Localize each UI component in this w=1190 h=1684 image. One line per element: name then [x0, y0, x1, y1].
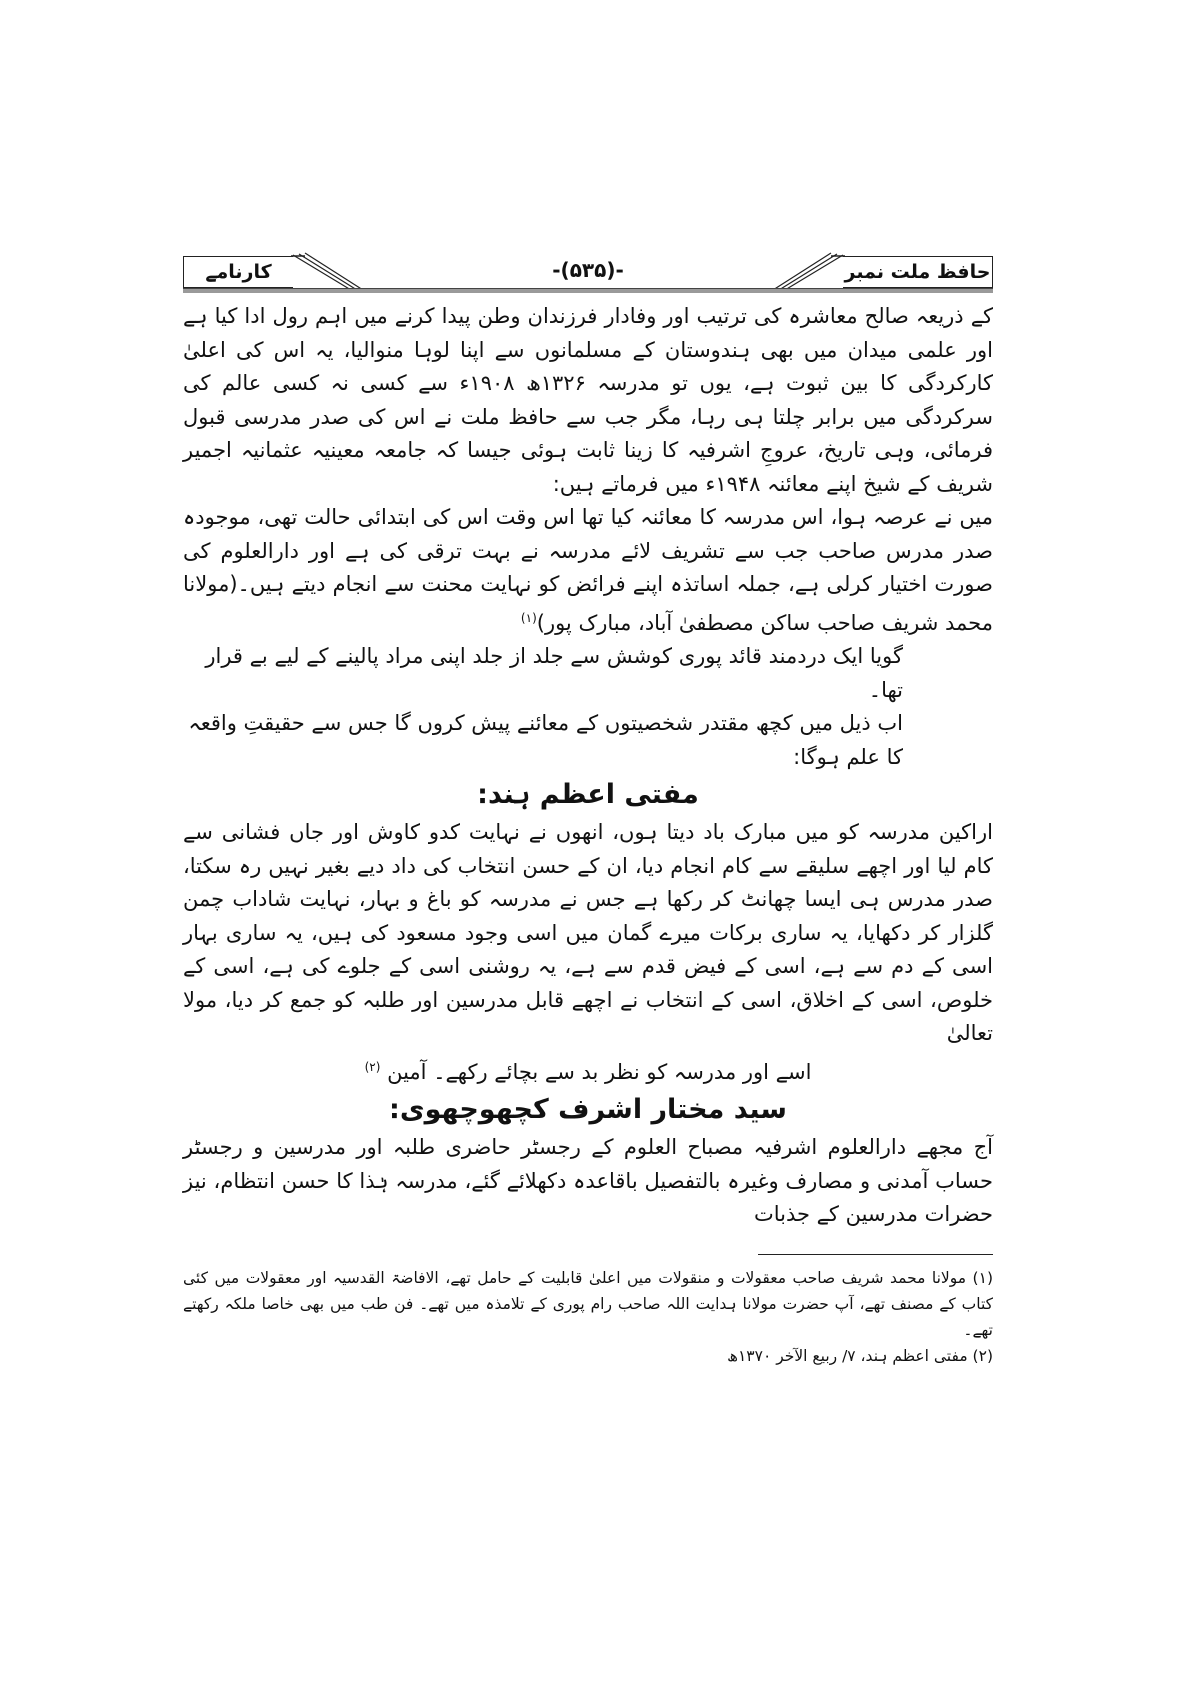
page-number: -(۵۳۵)-: [552, 258, 624, 282]
page-header: [183, 252, 993, 292]
footnote-ref-2[interactable]: (۲): [364, 1059, 381, 1074]
paragraph-remark: گویا ایک دردمند قائد پوری کوشش سے جلد از جلد اپنی مراد پالینے کے لیے بے قرار تھا۔: [205, 644, 903, 702]
paragraph-transition: اب ذیل میں کچھ مقتدر شخصیتوں کے معائنے پیش کروں گا جس سے حقیقتِ واقعہ کا علم ہوگا:: [188, 711, 903, 769]
body-text: [183, 300, 993, 1232]
header-ornament-left: [291, 252, 371, 292]
paragraph-quote: میں نے عرصہ ہوا، اس مدرسہ کا معائنہ کیا تھا اس وقت اس کی ابتدائی حالت تھی، موجودہ صدر مدرس صاحب جب سے تشریف لائے مدرسہ نے بہت ترقی کی ہے اور دارالعلوم کی صورت اختیار کرلی ہے، جملہ اساتذہ اپنے فرائض کو نہایت محنت سے انجام دیتے ہیں۔(مولانا محمد شریف صاحب ساکن مصطفیٰ آباد، مبارک پور)$^{(۱)}$: [183, 505, 993, 635]
section-heading-mufti-azam: مفتی اعظم ہند:: [477, 779, 699, 810]
header-ornament-right: [765, 252, 845, 292]
header-section-label: کارنامے: [183, 256, 293, 288]
footnote-ref-1[interactable]: (۱): [520, 610, 537, 625]
footnotes: [183, 1265, 993, 1369]
paragraph-intro: کے ذریعہ صالح معاشرہ کی ترتیب اور وفادار فرزندان وطن پیدا کرنے میں اہم رول ادا کیا ہے اور علمی میدان میں بھی ہندوستان کے مسلمانوں سے اپنا لوہا منوالیا، یہ اس کی اعلیٰ کارکردگی کا بین ثبوت ہے، یوں تو مدرسہ ۱۳۲۶ھ ۱۹۰۸ء سے کسی نہ کسی عالم کی سرکردگی میں برابر چلتا ہی رہا، مگر جب سے حافظ ملت نے اس کی صدر مدرسی قبول فرمائی، وہی تاریخ، عروجِ اشرفیہ کا زینا ثابت ہوئی جیسا کہ جامعہ معینیہ عثمانیہ اجمیر شریف کے شیخ اپنے معائنہ ۱۹۴۸ء میں فرماتے ہیں:: [183, 304, 994, 496]
header-rule: [183, 288, 993, 293]
footnote-2: (۲) مفتی اعظم ہند، ۷/ ربیع الآخر ۱۳۷۰ھ: [727, 1347, 993, 1365]
section-closing-mufti-azam: اسے اور مدرسہ کو نظر بد سے بچائے رکھے۔ آمین $^{(۲)}$: [364, 1059, 812, 1084]
section-heading-syed-mukhtar: سید مختار اشرف کچھوچھوی:: [389, 1094, 787, 1125]
section-text-mufti-azam: اراکین مدرسہ کو میں مبارک باد دیتا ہوں، انھوں نے نہایت کدو کاوش اور جاں فشانی سے کام لیا اور اچھے سلیقے سے کام انجام دیا، ان کے حسن انتخاب کی داد دیے بغیر نہیں رہ سکتا، صدر مدرس ہی ایسا چھانٹ کر رکھا ہے جس نے مدرسہ کو باغ و بہار، نہایت شاداب چمن گلزار کر دکھایا، یہ ساری برکات میرے گمان میں اسی وجود مسعود کی ہیں، یہ ساری بہار اسی کے دم سے ہے، اسی کے فیض قدم سے ہے، یہ روشنی اسی کے جلوے کی ہے، اسی کے خلوص، اسی کے اخلاق، اسی کے انتخاب نے اچھے قابل مدرسین اور طلبہ کو جمع کر دیا، مولا تعالیٰ: [183, 820, 993, 1045]
document-page: [183, 252, 993, 1369]
footnote-1: (۱) مولانا محمد شریف صاحب معقولات و منقولات میں اعلیٰ قابلیت کے حامل تھے، الافاضۃ القدسیہ اور معقولات میں کئی کتاب کے مصنف تھے، آپ حضرت مولانا ہدایت اللہ صاحب رام پوری کے تلامذہ میں تھے۔ فن طب میں بھی خاصا ملکہ رکھتے تھے۔: [183, 1269, 993, 1339]
footnote-separator: [758, 1254, 993, 1256]
journal-title: حافظ ملت نمبر: [843, 256, 993, 288]
section-text-syed-mukhtar: آج مجھے دارالعلوم اشرفیہ مصباح العلوم کے رجسٹر حاضری طلبہ اور مدرسین و رجسٹر حساب آمدنی و مصارف وغیرہ بالتفصیل باقاعدہ دکھلائے گئے، مدرسہ ہٰذا کا حسن انتظام، نیز حضرات مدرسین کے جذبات: [183, 1135, 993, 1226]
